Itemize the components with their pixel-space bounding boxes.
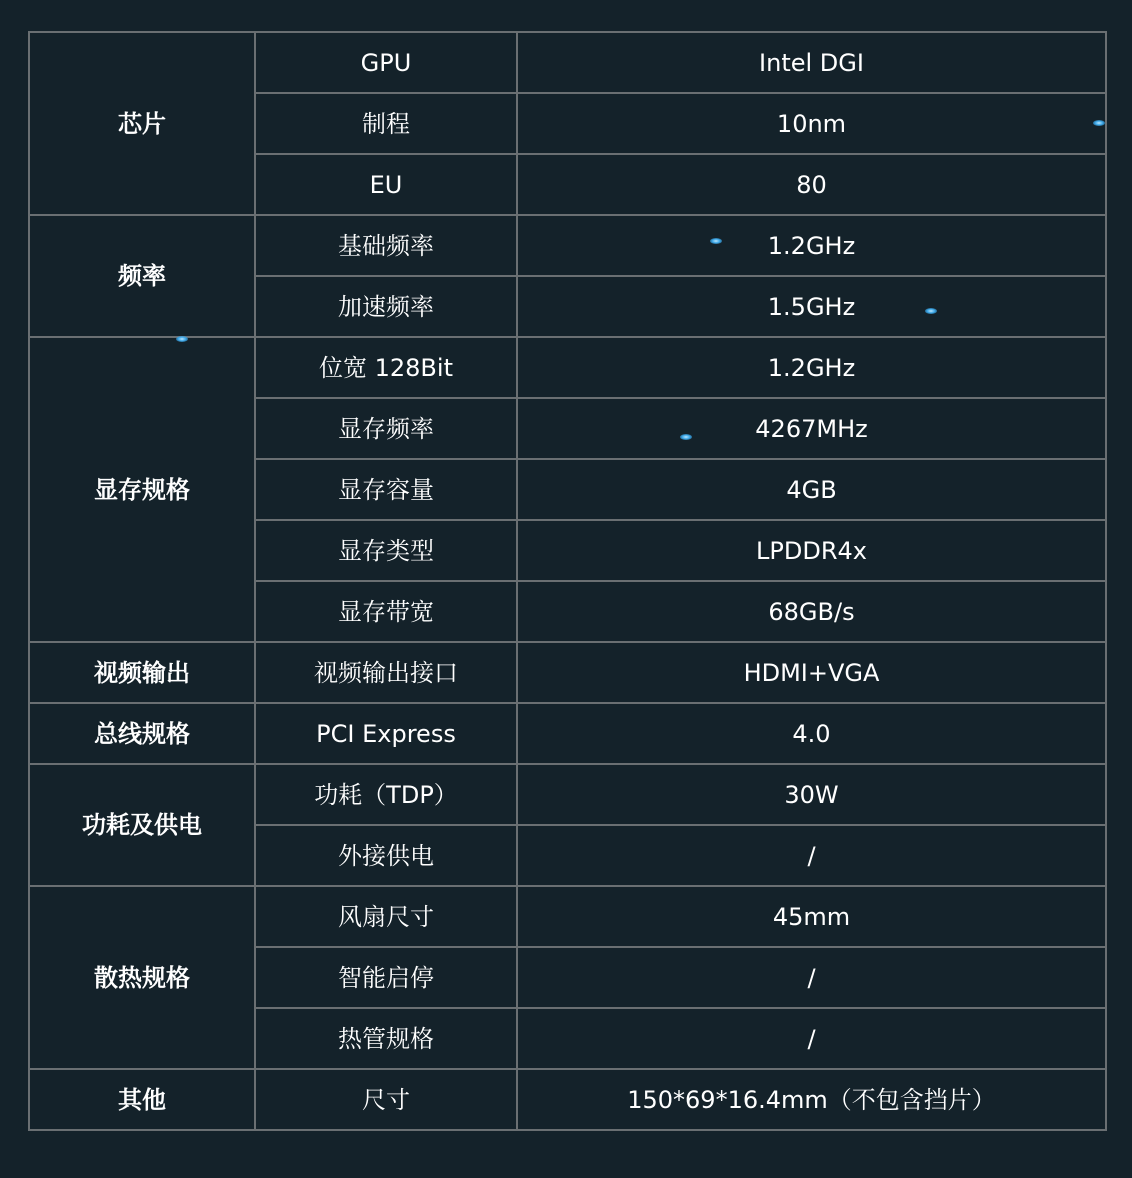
spec-value: / <box>517 947 1106 1008</box>
category-cell-bus: 总线规格 <box>29 703 255 764</box>
spec-label: 功耗（TDP） <box>255 764 517 825</box>
spec-label: 位宽 128Bit <box>255 337 517 398</box>
table-row <box>29 32 1106 93</box>
spec-label: 显存带宽 <box>255 581 517 642</box>
spec-value: 1.2GHz <box>517 337 1106 398</box>
category-cell-memory: 显存规格 <box>29 337 255 642</box>
spec-value: HDMI+VGA <box>517 642 1106 703</box>
spec-label: 显存频率 <box>255 398 517 459</box>
category-cell-power: 功耗及供电 <box>29 764 255 886</box>
category-cell-chip: 芯片 <box>29 32 255 215</box>
spec-label: 显存容量 <box>255 459 517 520</box>
spec-label: 热管规格 <box>255 1008 517 1069</box>
spec-value: 10nm <box>517 93 1106 154</box>
spec-value: 4GB <box>517 459 1106 520</box>
spec-label: GPU <box>255 32 517 93</box>
spec-label: 制程 <box>255 93 517 154</box>
spec-label: EU <box>255 154 517 215</box>
spec-label: 基础频率 <box>255 215 517 276</box>
category-cell-other: 其他 <box>29 1069 255 1130</box>
category-cell-cooling: 散热规格 <box>29 886 255 1069</box>
spec-value: 30W <box>517 764 1106 825</box>
spec-value: 4.0 <box>517 703 1106 764</box>
category-cell-frequency: 频率 <box>29 215 255 337</box>
spec-value: / <box>517 1008 1106 1069</box>
category-cell-video-output: 视频输出 <box>29 642 255 703</box>
spec-label: PCI Express <box>255 703 517 764</box>
spec-value: 150*69*16.4mm（不包含挡片） <box>517 1069 1106 1130</box>
spec-label: 视频输出接口 <box>255 642 517 703</box>
spec-value: / <box>517 825 1106 886</box>
spec-value: 80 <box>517 154 1106 215</box>
spec-value: 1.5GHz <box>517 276 1106 337</box>
spec-value: 45mm <box>517 886 1106 947</box>
table-row <box>29 1069 1106 1130</box>
spec-label: 智能启停 <box>255 947 517 1008</box>
spec-label: 风扇尺寸 <box>255 886 517 947</box>
spec-table <box>28 31 1107 1131</box>
table-row <box>29 215 1106 276</box>
table-row <box>29 886 1106 947</box>
spec-label: 显存类型 <box>255 520 517 581</box>
spec-value: 4267MHz <box>517 398 1106 459</box>
spec-label: 加速频率 <box>255 276 517 337</box>
spec-value: Intel DGI <box>517 32 1106 93</box>
spec-value: 1.2GHz <box>517 215 1106 276</box>
spec-label: 外接供电 <box>255 825 517 886</box>
spec-label: 尺寸 <box>255 1069 517 1130</box>
spec-value: 68GB/s <box>517 581 1106 642</box>
table-row <box>29 642 1106 703</box>
table-row <box>29 703 1106 764</box>
spec-value: LPDDR4x <box>517 520 1106 581</box>
table-row <box>29 764 1106 825</box>
table-row <box>29 337 1106 398</box>
